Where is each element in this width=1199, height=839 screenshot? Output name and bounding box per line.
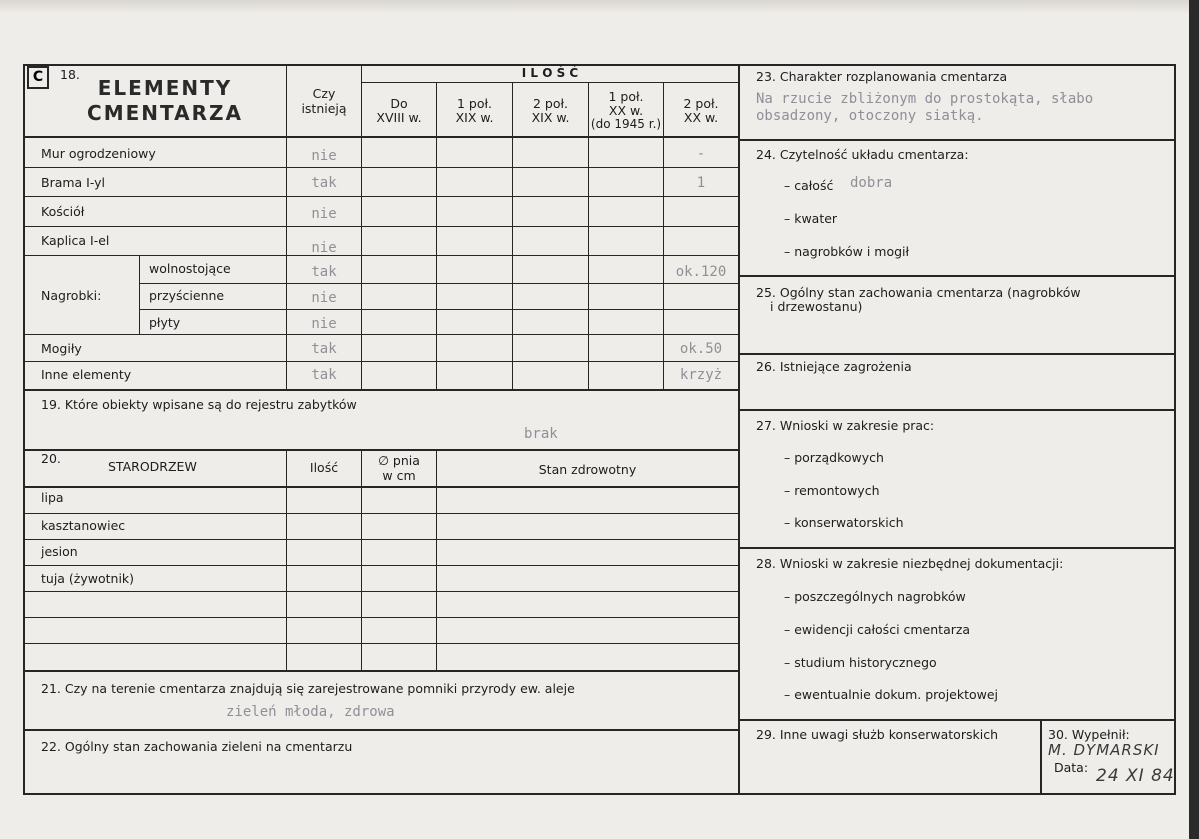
grid-line [25, 643, 738, 644]
grid-line [25, 591, 738, 592]
period-1-a: Do [390, 96, 408, 111]
s27-item: – porządkowych [784, 450, 884, 465]
s27-item: – konserwatorskich [784, 515, 904, 530]
period-2-a: 1 poł. [456, 96, 493, 111]
grid-line [25, 334, 738, 335]
s20-diameter-header-1: ∅ pnia [378, 453, 420, 468]
s30-label: 30. Wypełnił: [1048, 727, 1130, 742]
count-value: ok.50 [679, 341, 723, 357]
row-label: wolnostojące [149, 261, 231, 276]
s27-label: 27. Wnioski w zakresie prac: [756, 418, 935, 433]
s28-label: 28. Wnioski w zakresie niezbędnej dokumentacji: [756, 556, 1064, 571]
column-divider [738, 64, 740, 795]
row-label: płyty [149, 315, 181, 330]
s20-diameter-header-2: w cm [382, 468, 416, 483]
grid-line [23, 486, 738, 488]
s28-item: – studium historycznego [784, 655, 937, 670]
section-letter-box: C [27, 66, 49, 89]
exists-value: tak [311, 264, 337, 280]
grid-line [361, 451, 362, 671]
grid-line [738, 409, 1176, 411]
grid-line [1040, 719, 1042, 795]
period-2-b: XIX w. [455, 110, 494, 125]
grid-line [25, 196, 738, 197]
grid-line [25, 565, 738, 566]
s28-item: – ewidencji całości cmentarza [784, 622, 971, 637]
grid-line [139, 255, 140, 334]
exists-value: nie [311, 206, 337, 222]
grid-line [286, 66, 287, 390]
period-3-a: 2 poł. [532, 96, 569, 111]
period-4-b: XX w. [608, 103, 644, 118]
tree-label: kasztanowiec [41, 518, 126, 533]
grid-line [23, 729, 738, 731]
grid-line [738, 719, 1176, 721]
s21-value: zieleń młoda, zdrowa [226, 704, 395, 720]
grid-line [436, 451, 437, 671]
s24-item: – całość [784, 178, 834, 193]
s19-value: brak [524, 426, 558, 442]
scan-edge [1189, 0, 1199, 839]
period-5-b: XX w. [683, 110, 719, 125]
grid-line [512, 82, 513, 390]
row-label: przyścienne [149, 288, 225, 303]
s30-date-value: 24 XI 84 [1096, 766, 1175, 786]
s27-item: – remontowych [784, 483, 880, 498]
grid-line [25, 513, 738, 514]
quantity-header: I L O Ś Ć [521, 66, 579, 80]
s20-title: STARODRZEW [108, 459, 197, 474]
exists-value: tak [311, 175, 337, 191]
row-label: Kościół [41, 204, 85, 219]
s24-item: – kwater [784, 211, 838, 226]
grid-line [23, 670, 738, 672]
exists-value: nie [311, 316, 337, 332]
exists-value: nie [311, 240, 337, 256]
frame-bottom [23, 793, 1176, 795]
s28-item: – ewentualnie dokum. projektowej [784, 687, 999, 702]
s22-label: 22. Ogólny stan zachowania zieleni na cmentarzu [41, 739, 353, 754]
s28-item: – poszczególnych nagrobków [784, 589, 966, 604]
grid-line [286, 451, 287, 671]
s29-label: 29. Inne uwagi służb konserwatorskich [756, 727, 998, 742]
s23-value-line2: obsadzony, otoczony siatką. [756, 108, 984, 124]
grid-line [25, 255, 738, 256]
exists-value: nie [311, 290, 337, 306]
tree-label: tuja (żywotnik) [41, 571, 135, 586]
s30-signature-name: M. DYMARSKI [1048, 741, 1160, 759]
grid-line [361, 82, 738, 83]
grid-line [139, 283, 738, 284]
paper-fold [0, 0, 1199, 14]
period-5-a: 2 poł. [683, 96, 719, 111]
s18-title-line1: ELEMENTY [97, 76, 233, 100]
exists-header-1: Czy [312, 86, 336, 101]
s25-label-1: 25. Ogólny stan zachowania cmentarza (nagrobków [756, 285, 1081, 300]
grid-line [23, 449, 738, 451]
row-label: Kaplica I-el [41, 233, 110, 248]
row-label: Inne elementy [41, 367, 132, 382]
tree-label: jesion [41, 544, 78, 559]
exists-value: nie [311, 148, 337, 164]
grid-line [25, 226, 738, 227]
period-4-a: 1 poł. [608, 89, 644, 104]
period-4-c: (do 1945 r.) [590, 117, 662, 131]
frame-left [23, 64, 25, 795]
s25-label-2: i drzewostanu) [770, 299, 863, 314]
s23-value-line1: Na rzucie zbliżonym do prostokąta, słabo [756, 91, 1094, 107]
period-1-b: XVIII w. [376, 110, 422, 125]
s21-label: 21. Czy na terenie cmentarza znajdują się zarejestrowane pomniki przyrody ew. aleje [41, 681, 575, 696]
s18-title-line2: CMENTARZA [87, 101, 243, 125]
s20-number: 20. [41, 451, 61, 466]
grid-line [25, 539, 738, 540]
s23-label: 23. Charakter rozplanowania cmentarza [756, 69, 1008, 84]
count-value: 1 [696, 175, 706, 191]
row-label: Brama I-yl [41, 175, 106, 190]
grid-line [25, 167, 738, 168]
s19-label: 19. Które obiekty wpisane są do rejestru zabytków [41, 397, 357, 412]
s26-label: 26. Istniejące zagrożenia [756, 359, 912, 374]
exists-header-2: istnieją [301, 101, 347, 116]
count-value: krzyż [679, 367, 723, 383]
exists-value: tak [311, 367, 337, 383]
s30-date-label: Data: [1054, 760, 1089, 775]
tree-label: lipa [41, 490, 64, 505]
s24-item: – nagrobków i mogił [784, 244, 910, 259]
grid-line [738, 139, 1176, 141]
period-3-b: XIX w. [531, 110, 570, 125]
frame-right [1174, 64, 1176, 795]
row-label: Mur ogrodzeniowy [41, 146, 156, 161]
s18-number: 18. [60, 67, 80, 82]
s20-quantity-header: Ilość [309, 460, 339, 475]
grid-line [738, 353, 1176, 355]
grid-line [23, 136, 738, 138]
s20-health-header: Stan zdrowotny [538, 462, 637, 477]
grid-line [738, 547, 1176, 549]
grid-line [738, 275, 1176, 277]
grid-line [25, 361, 738, 362]
grid-line [436, 82, 437, 390]
s24-label: 24. Czytelność układu cmentarza: [756, 147, 969, 162]
row-label: Mogiły [41, 341, 82, 356]
nagrobki-label: Nagrobki: [41, 288, 102, 303]
s24-item1-value: dobra [850, 175, 893, 191]
grid-line [23, 389, 738, 391]
grid-line [139, 309, 738, 310]
grid-line [25, 617, 738, 618]
count-value: - [696, 146, 706, 162]
count-value: ok.120 [675, 264, 727, 280]
exists-value: tak [311, 341, 337, 357]
